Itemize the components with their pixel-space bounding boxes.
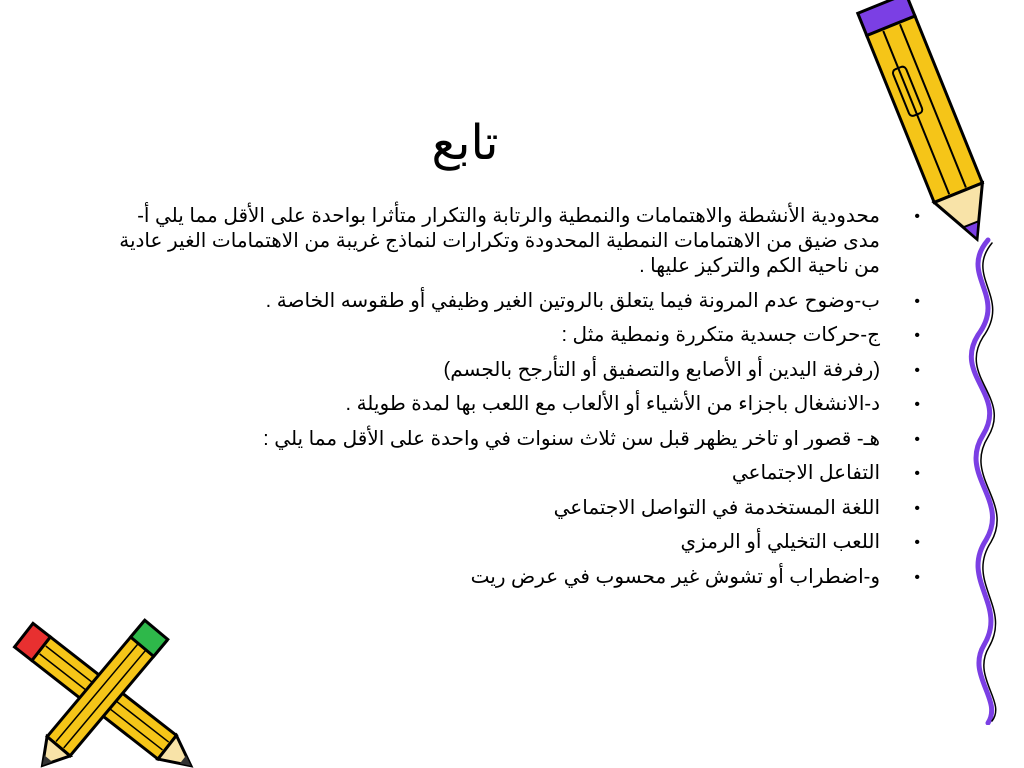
crossed-pencils-icon (0, 615, 215, 768)
bullet-dot: • (914, 465, 920, 482)
bullet-dot: • (914, 568, 920, 586)
list-item (110, 427, 920, 452)
slide-title: تابع (431, 117, 499, 170)
list-item (110, 530, 920, 555)
bullet-dot: • (914, 396, 920, 413)
list-item-text: و-اضطراب أو تشوش غير محسوب في عرض ريت (470, 565, 880, 588)
squiggle-decoration-icon (948, 235, 1024, 725)
bullet-dot: • (914, 534, 920, 551)
bullet-list (110, 204, 930, 599)
list-item-text: اللعب التخيلي أو الرمزي (680, 531, 880, 553)
list-item-text: د-الانشغال باجزاء من الأشياء أو الألعاب مع اللعب بها لمدة طويلة . (345, 393, 880, 415)
list-item-text: هـ- قصور او تاخر يظهر قبل سن ثلاث سنوات في واحدة على الأقل مما يلي : (263, 427, 880, 450)
list-item (110, 358, 920, 383)
bullet-dot: • (914, 430, 920, 448)
bullet-dot: • (914, 292, 920, 310)
list-item (110, 392, 920, 417)
list-item-text: ب-وضوح عدم المرونة فيما يتعلق بالروتين الغير وظيفي أو طقوسه الخاصة . (265, 289, 880, 312)
bullet-dot: • (914, 327, 920, 344)
bullet-dot: • (914, 499, 920, 517)
list-item (110, 496, 920, 521)
list-item (110, 461, 920, 486)
list-item-text: ج-حركات جسدية متكررة ونمطية مثل : (561, 324, 880, 346)
list-item (110, 204, 920, 279)
pencil-icon (855, 0, 1005, 250)
list-item (110, 565, 920, 590)
list-item (110, 289, 920, 314)
list-item-text: التفاعل الاجتماعي (731, 462, 880, 484)
list-item-text: محدودية الأنشطة والاهتمامات والنمطية والرتابة والتكرار متأثرا بواحدة على الأقل مما يلي أ-مدى ضيق من الاهتمامات النمطية المحدودة وتكرارات لنماذج غريبة من الاهتمامات الغير عادية من ناحية الكم والتركيز عليها . (119, 205, 880, 277)
list-item-text: (رفرفة اليدين أو الأصابع والتصفيق أو التأرجح بالجسم) (443, 358, 880, 381)
list-item-text: اللغة المستخدمة في التواصل الاجتماعي (553, 496, 880, 519)
bullet-dot: • (914, 208, 920, 225)
bullet-dot: • (914, 361, 920, 379)
list-item (110, 323, 920, 348)
